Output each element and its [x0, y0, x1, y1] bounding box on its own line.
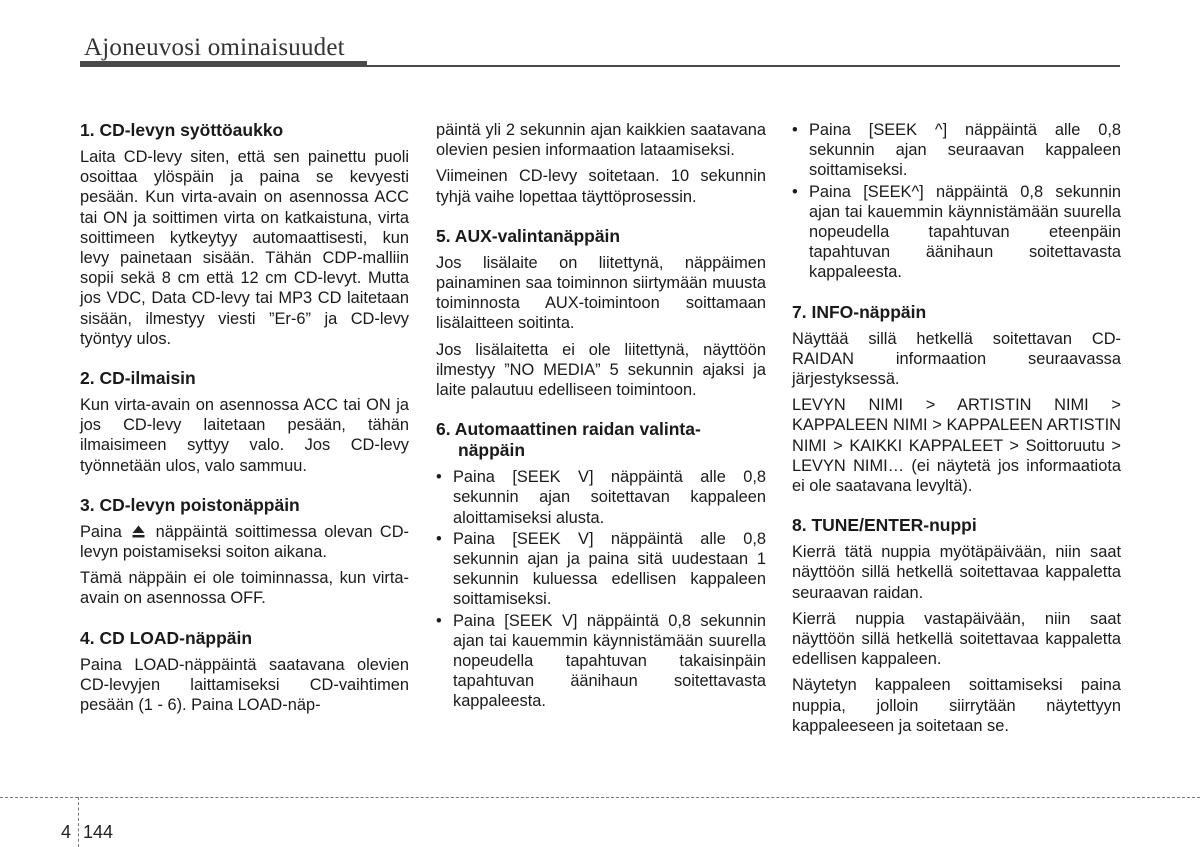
list-item — [436, 467, 766, 528]
list-item — [792, 182, 1121, 283]
column-1 — [80, 120, 409, 734]
section-info — [792, 302, 1121, 497]
bullet-icon: • — [436, 468, 442, 487]
bullet-list — [436, 467, 766, 711]
paragraph: Näytetyn kappaleen soittamiseksi paina nuppia, jolloin siirrytään näytettyyn kappaleeseen ja soitetaan se. — [792, 676, 1121, 735]
column-3 — [792, 120, 1121, 755]
heading-line: 6. Automaattinen raidan valinta- — [436, 419, 701, 440]
section-eject-button — [80, 495, 409, 609]
list-item — [436, 611, 766, 712]
section-heading: 2. CD-ilmaisin — [80, 368, 196, 389]
paragraph: Viimeinen CD-levy soitetaan. 10 sekunnin tyhjä vaihe lopettaa täyttöprosessin. — [436, 167, 766, 206]
section-cd-indicator — [80, 368, 409, 476]
section-heading: 3. CD-levyn poistonäppäin — [80, 494, 300, 515]
footer-divider — [0, 797, 1200, 798]
section-heading: 5. AUX-valintanäppäin — [436, 225, 621, 246]
header-rule-thin — [367, 65, 1120, 67]
paragraph: Kierrä nuppia vastapäivään, niin saat näyttöön sillä hetkellä soitettavaa kappaletta edellisen kappaleen. — [792, 609, 1121, 669]
section-heading: 7. INFO-näppäin — [792, 301, 927, 322]
paragraph-text: näppäintä soittimessa olevan CD-levyn poistamiseksi soiton aikana. — [80, 522, 410, 562]
section-cd-slot — [80, 120, 409, 349]
section-track-select — [436, 419, 766, 711]
paragraph: Paina LOAD-näppäintä saatavana olevien CD-levyjen laittamiseksi CD-vaihtimen pesään (1 - 6). Paina LOAD-näp- — [80, 655, 409, 715]
eject-icon — [132, 525, 145, 538]
paragraph: Jos lisälaite on liitettynä, näppäimen painaminen saa toiminnon siirtymään muusta toiminnosta AUX-toimintoon soittamaan lisälaitteen soitinta. — [436, 253, 766, 333]
section-heading: 8. TUNE/ENTER-nuppi — [792, 515, 977, 536]
list-item-text: Paina [SEEK^] näppäintä 0,8 sekunnin ajan tai kauemmin käynnistämään suurella nopeudella tapahtuvan eteenpäin tapahtuvan äänihaun soitettavasta kappaleesta. — [809, 182, 1121, 282]
paragraph: päintä yli 2 sekunnin ajan kaikkien saatavana olevien pesien informaation lataamiseksi. — [436, 121, 766, 160]
page-number — [61, 822, 125, 843]
paragraph-text: Paina — [80, 522, 122, 541]
paragraph: Jos lisälaitetta ei ole liitettynä, näyttöön ilmestyy ”NO MEDIA” 5 sekunnin ajaksi ja laite palautuu edelliseen toimintoon. — [436, 340, 766, 400]
list-item-text: Paina [SEEK V] näppäintä alle 0,8 sekunnin ajan ja paina sitä uudestaan 1 sekunnin kuluessa edellisen kappaleen soittamiseksi. — [453, 529, 766, 609]
list-item-text: Paina [SEEK V] näppäintä 0,8 sekunnin ajan tai kauemmin käynnistämään suurella nopeudella tapahtuvan takaisinpäin tapahtuvan äänihaun soitettavasta kappaleesta. — [453, 611, 766, 711]
page-number-value: 144 — [83, 822, 114, 842]
section-heading: 4. CD LOAD-näppäin — [80, 627, 253, 648]
bullet-list — [792, 120, 1121, 283]
paragraph — [80, 522, 409, 562]
paragraph: Kierrä tätä nuppia myötäpäivään, niin saat näyttöön sillä hetkellä soitettavaa kappaletta seuraavan raidan. — [792, 543, 1121, 602]
section-heading: 1. CD-levyn syöttöaukko — [80, 120, 284, 140]
list-item-text: Paina [SEEK V] näppäintä alle 0,8 sekunnin ajan soitettavan kappaleen aloittamiseksi alusta. — [453, 468, 766, 527]
section-heading — [436, 419, 766, 461]
list-item — [436, 529, 766, 610]
bullet-icon: • — [792, 121, 798, 139]
bullet-icon: • — [436, 529, 442, 548]
heading-line: näppäin — [458, 440, 526, 461]
paragraph: Kun virta-avain on asennossa ACC tai ON ja jos CD-levy laitetaan pesään, tähän ilmaisimeen syttyy valo. Jos CD-levy työnnetään ulos, valo sammuu. — [80, 396, 409, 475]
paragraph: Näyttää sillä hetkellä soitettavan CD-RAIDAN informaation seuraavassa järjestyksessä. — [792, 329, 1121, 389]
bullet-icon: • — [792, 182, 798, 201]
section-tune-enter — [792, 515, 1121, 736]
column-2 — [436, 120, 766, 731]
paragraph: LEVYN NIMI > ARTISTIN NIMI > KAPPALEEN NIMI > KAPPALEEN ARTISTIN NIMI > KAIKKI KAPPALEET > Soittoruutu > LEVYN NIMI… (ei näytetä jos informaatiota ei ole saatavana levyltä). — [792, 396, 1121, 496]
header-rule-thick — [80, 61, 367, 67]
paragraph: Laita CD-levy siten, että sen painettu puoli osoittaa ylöspäin ja paina se kevyesti pesään. Kun virta-avain on asennossa ACC tai ON ja soittimen virta on katkaistuna, virta soittimeen kytkeytyy automaattisesti, kun levy painetaan sisään. Tähän CDP-malliin sopii sekä 8 cm että 12 cm CD-levyt. Mutta jos VDC, Data CD-levy tai MP3 CD laitetaan sisään, ilmestyy viesti ”Er-6” ja CD-levy työntyy ulos. — [80, 148, 409, 348]
list-item-text: Paina [SEEK ^] näppäintä alle 0,8 sekunnin ajan seuraavan kappaleen soittamiseksi. — [809, 121, 1121, 180]
paragraph: Tämä näppäin ei ole toiminnassa, kun virta-avain on asennossa OFF. — [80, 569, 409, 608]
bullet-icon: • — [436, 611, 442, 630]
section-aux — [436, 226, 766, 400]
chapter-number: 4 — [61, 822, 72, 842]
page-header-title: Ajoneuvosi ominaisuudet — [84, 34, 345, 61]
section-cd-load — [80, 628, 409, 716]
list-item — [792, 120, 1121, 181]
